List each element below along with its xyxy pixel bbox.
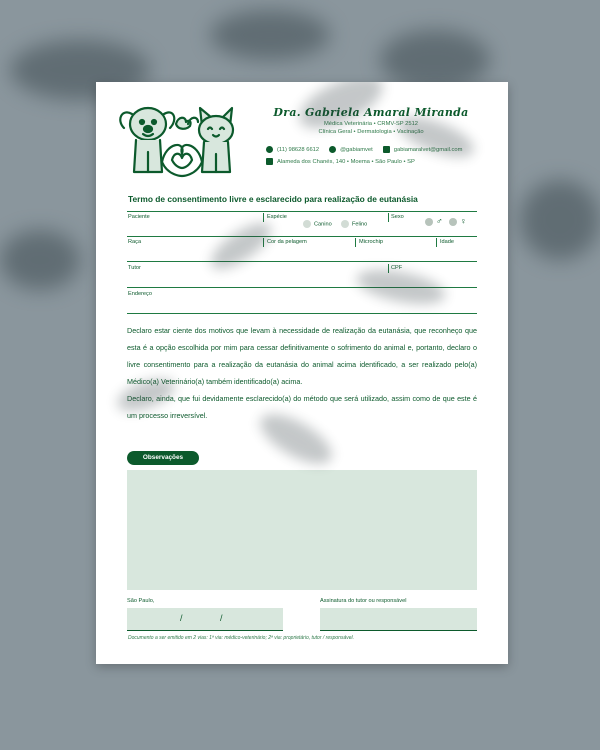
city-date-label: São Paulo, xyxy=(127,598,155,604)
background-shadow xyxy=(520,180,600,260)
instagram-icon xyxy=(329,146,336,153)
breed-label: Raça xyxy=(128,239,142,245)
radio-icon[interactable] xyxy=(449,218,457,226)
signature-label: Assinatura do tutor ou responsável xyxy=(320,598,407,604)
observations-field[interactable] xyxy=(127,470,477,590)
building-icon xyxy=(266,158,273,165)
dog-and-cat-logo-icon xyxy=(112,102,242,182)
email-address: gabiamaralvet@gmail.com xyxy=(393,146,463,153)
date-field[interactable] xyxy=(127,608,283,631)
tutor-label: Tutor xyxy=(128,265,141,271)
instagram-handle: @gabiamvet xyxy=(340,146,373,153)
species-option-feline[interactable] xyxy=(341,220,367,228)
species-label: Espécie xyxy=(267,214,287,220)
date-separator: / xyxy=(180,613,183,623)
email-icon xyxy=(383,146,390,153)
coat-color-label: Cor da pelagem xyxy=(267,239,307,245)
age-label: Idade xyxy=(440,239,454,245)
radio-icon[interactable] xyxy=(341,220,349,228)
male-symbol-icon: ♂ xyxy=(436,216,443,226)
patient-label: Paciente xyxy=(128,214,150,220)
doctor-services: Clínica Geral • Dermatologia • Vacinação xyxy=(318,129,424,135)
observations-label: Observações xyxy=(127,451,199,465)
divider xyxy=(263,213,264,222)
clinic-address: Alameda dos Chanés, 140 • Moema • São Paulo • SP xyxy=(277,158,415,165)
doctor-credentials: Médica Veterinária • CRMV-SP 2512 xyxy=(323,121,419,127)
declaration-paragraph-1: Declaro estar ciente dos motivos que levam à necessidade de realização da eutanásia, que reconheço que esta é a opção escolhida por mim para cessar definitivamente o sofrimento do animal e, portanto, declaro o livre consentimento para a realização da eutanásia do animal acima identificado, a ser realizado pelo(a) Médico(a) Veterinário(a) também identificado(a) acima. xyxy=(127,326,477,386)
address-label: Endereço xyxy=(128,291,152,297)
divider xyxy=(436,238,437,247)
microchip-label: Microchip xyxy=(359,239,383,245)
date-separator: / xyxy=(220,613,223,623)
phone-number: (11) 98628 6612 xyxy=(277,146,320,153)
species-option-label: Felino xyxy=(352,221,368,228)
background-shadow xyxy=(380,30,490,90)
sex-option-female[interactable] xyxy=(449,216,467,226)
footnote: Documento a ser emitido em 2 vias: 1ª via: médico-veterinário; 2ª via: proprietário, tutor / responsável. xyxy=(128,635,355,641)
patient-row xyxy=(127,211,477,237)
doctor-name: Dra. Gabriela Amaral Miranda xyxy=(273,106,469,119)
sex-option-male[interactable] xyxy=(425,216,443,226)
consent-form-sheet xyxy=(96,82,508,664)
female-symbol-icon: ♀ xyxy=(460,216,467,226)
cpf-label: CPF xyxy=(391,265,403,271)
species-option-canine[interactable] xyxy=(303,220,332,228)
declaration-text xyxy=(127,322,477,424)
radio-icon[interactable] xyxy=(425,218,433,226)
declaration-paragraph-2: Declaro, ainda, que fui devidamente esclarecido(a) do método que será utilizado, assim como de que este é um processo irreversível. xyxy=(127,394,477,420)
radio-icon[interactable] xyxy=(303,220,311,228)
divider xyxy=(355,238,356,247)
form-title: Termo de consentimento livre e esclarecido para realização de eutanásia xyxy=(128,194,418,204)
whatsapp-icon xyxy=(266,146,273,153)
breed-row xyxy=(127,237,477,262)
divider xyxy=(388,213,389,222)
sex-label: Sexo xyxy=(391,214,404,220)
background-shadow xyxy=(0,230,80,290)
species-option-label: Canino xyxy=(314,221,332,228)
signature-field[interactable] xyxy=(320,608,477,631)
background-shadow xyxy=(210,10,330,60)
